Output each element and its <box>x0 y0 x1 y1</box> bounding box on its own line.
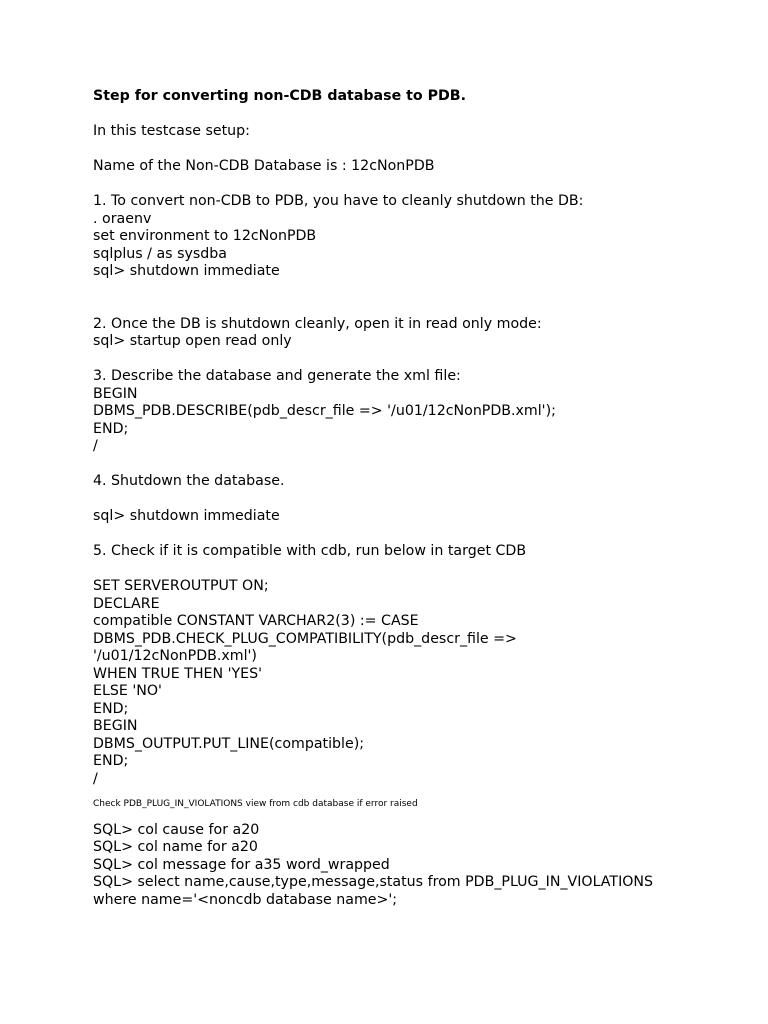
step-4-command: sql> shutdown immediate <box>93 508 280 524</box>
spacer <box>93 106 733 124</box>
spacer <box>93 176 733 194</box>
spacer <box>93 491 733 509</box>
step-5-line: SET SERVEROUTPUT ON; <box>93 578 269 594</box>
spacer <box>93 281 733 316</box>
step-5-line: '/u01/12cNonPDB.xml') <box>93 648 257 664</box>
step-1 <box>93 193 733 281</box>
step-5-line: / <box>93 770 98 787</box>
spacer <box>93 526 733 544</box>
document-page <box>93 88 733 909</box>
step-3-line: / <box>93 438 98 454</box>
db-name-line: Name of the Non-CDB Database is : 12cNonPDB <box>93 158 435 174</box>
step-5-line: DBMS_PDB.CHECK_PLUG_COMPATIBILITY(pdb_descr_file => <box>93 630 517 647</box>
step-5-line: WHEN TRUE THEN 'YES' <box>93 665 263 682</box>
step-3-heading: 3. Describe the database and generate the xml file: <box>93 368 461 384</box>
query-line: SQL> col cause for a20 <box>93 821 260 838</box>
step-5-line: DECLARE <box>93 595 160 612</box>
spacer <box>93 561 733 579</box>
query-line: SQL> col name for a20 <box>93 839 258 855</box>
spacer <box>93 814 733 822</box>
document-title: Step for converting non-CDB database to PDB. <box>93 88 466 104</box>
step-3-line: DBMS_PDB.DESCRIBE(pdb_descr_file => '/u01/12cNonPDB.xml'); <box>93 403 556 419</box>
step-1-line: . oraenv <box>93 210 152 227</box>
step-2-heading: 2. Once the DB is shutdown cleanly, open it in read only mode: <box>93 315 542 332</box>
query-line: SQL> select name,cause,type,message,status from PDB_PLUG_IN_VIOLATIONS <box>93 874 654 890</box>
step-5-line: DBMS_OUTPUT.PUT_LINE(compatible); <box>93 735 365 752</box>
spacer <box>93 788 733 796</box>
step-1-line: sqlplus / as sysdba <box>93 245 227 262</box>
step-5-line: ELSE 'NO' <box>93 683 162 699</box>
step-2 <box>93 316 733 351</box>
query-line: SQL> col message for a35 word_wrapped <box>93 856 390 873</box>
setup-heading: In this testcase setup: <box>93 123 250 139</box>
step-4 <box>93 473 733 526</box>
spacer <box>93 456 733 474</box>
step-5-heading: 5. Check if it is compatible with cdb, run below in target CDB <box>93 543 527 559</box>
step-5-line: END; <box>93 753 129 769</box>
step-5-line: BEGIN <box>93 718 138 734</box>
step-5-line: compatible CONSTANT VARCHAR2(3) := CASE <box>93 613 419 629</box>
spacer <box>93 141 733 159</box>
query-line: where name='<noncdb database name>'; <box>93 891 398 908</box>
step-3-line: END; <box>93 420 129 437</box>
violations-note: Check PDB_PLUG_IN_VIOLATIONS view from cdb database if error raised <box>93 799 418 809</box>
step-2-line: sql> startup open read only <box>93 333 292 349</box>
step-5-line: END; <box>93 700 129 717</box>
step-3 <box>93 368 733 456</box>
step-4-heading: 4. Shutdown the database. <box>93 473 285 489</box>
violations-query <box>93 822 733 910</box>
step-1-line: sql> shutdown immediate <box>93 263 280 279</box>
step-3-line: BEGIN <box>93 385 138 402</box>
step-1-heading: 1. To convert non-CDB to PDB, you have to cleanly shutdown the DB: <box>93 193 584 209</box>
spacer <box>93 351 733 369</box>
step-1-line: set environment to 12cNonPDB <box>93 228 317 244</box>
step-5 <box>93 543 733 788</box>
